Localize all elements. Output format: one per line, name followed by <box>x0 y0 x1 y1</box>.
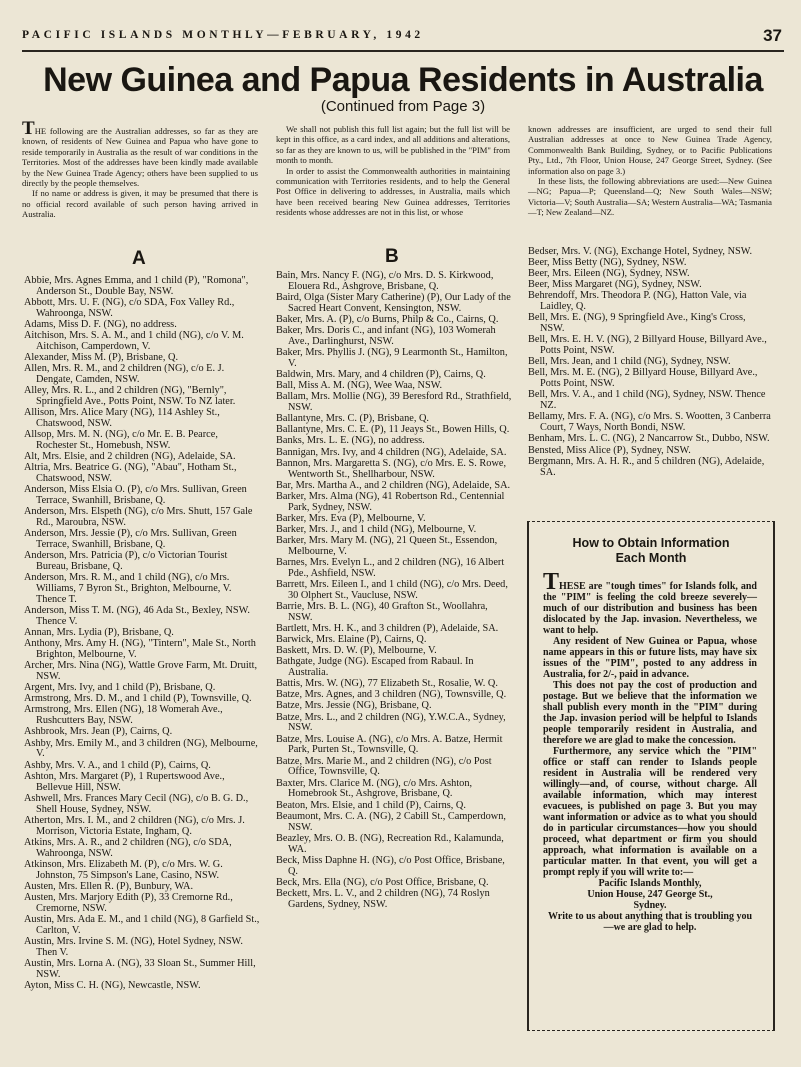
directory-entry: Anderson, Mrs. R. M., and 1 child (NG), c/o Mrs. Williams, 7 Byron St., Brighton, Melbourne, V. Thence T. <box>24 572 232 606</box>
intro-column-1 <box>22 118 258 220</box>
directory-entry: Beck, Mrs. Ella (NG), c/o Post Office, Brisbane, Q. <box>276 876 489 888</box>
directory-entry: Beaton, Mrs. Elsie, and 1 child (P), Cairns, Q. <box>276 799 466 811</box>
directory-entry: Austin, Mrs. Lorna A. (NG), 33 Sloan St., Summer Hill, NSW. <box>24 957 256 980</box>
directory-entry: Altria, Mrs. Beatrice G. (NG), "Abau", Hotham St., Chatswood, NSW. <box>24 462 237 485</box>
directory-entry: Bell, Mrs. E. (NG), 9 Springfield Ave., King's Cross, NSW. <box>528 312 746 335</box>
intro-paragraph: In these lists, the following abbreviations are used:—New Guinea—NG; Papua—P; Queensland—Q; New South Wales—NSW; Victoria—V; South Australia—SA; Western Australia—WA; Tasmania—T; New Zealand—NZ. <box>528 176 772 218</box>
section-letter-a: A <box>132 248 146 269</box>
directory-entry: Beck, Miss Daphne H. (NG), c/o Post Office, Brisbane, Q. <box>276 854 505 877</box>
entries-column-a <box>24 276 260 992</box>
info-paragraph: Any resident of New Guinea or Papua, whose name appears in this or future lists, may have six issues of the "PIM", posted to any address in Australia, for 2/-, paid in advance. <box>543 636 757 680</box>
directory-entry: Barker, Mrs. Eva (P), Melbourne, V. <box>276 512 426 524</box>
directory-entry: Ashbrook, Mrs. Jean (P), Cairns, Q. <box>24 726 173 738</box>
intro-paragraph: THE following are the Australian addresses, so far as they are known, of residents of New Guinea and Papua who have gone to reside temporarily in Australia as the result of war conditions in the Territories. Most of the addresses have been kindly made available by the New Guinea Trade Agency; others have been supplied to us directly by the people themselves. <box>22 118 258 189</box>
directory-entry: Atkins, Mrs. A. R., and 2 children (NG), c/o SDA, Wahroonga, NSW. <box>24 836 232 859</box>
directory-entry: Anderson, Miss Elsia O. (P), c/o Mrs. Sullivan, Green Terrace, Swanhill, Brisbane, Q. <box>24 484 247 507</box>
directory-entry: Alt, Mrs. Elsie, and 2 children (NG), Adelaide, SA. <box>24 451 236 463</box>
directory-entry: Ballam, Mrs. Mollie (NG), 39 Beresford Rd., Strathfield, NSW. <box>276 391 512 414</box>
directory-entry: Benham, Mrs. L. C. (NG), 2 Nancarrow St., Dubbo, NSW. <box>528 433 770 445</box>
directory-entry: Ball, Miss A. M. (NG), Wee Waa, NSW. <box>276 380 443 392</box>
directory-entry: Bell, Mrs. V. A., and 1 child (NG), Sydney, NSW. Thence NZ. <box>528 389 766 412</box>
directory-entry: Alley, Mrs. R. L., and 2 children (NG), "Bernly", Springfield Ave., Potts Point, NSW. To NZ later. <box>24 385 236 408</box>
directory-entry: Austin, Mrs. Ada E. M., and 1 child (NG), 8 Garfield St., Carlton, V. <box>24 913 260 936</box>
directory-entry: Alexander, Miss M. (P), Brisbane, Q. <box>24 352 179 364</box>
info-address-line: Sydney. <box>633 900 667 911</box>
directory-entry: Archer, Mrs. Nina (NG), Wattle Grove Farm, Mt. Druitt, NSW. <box>24 660 258 683</box>
intro-paragraph: If no name or address is given, it may be presumed that there is no official record available of such person having arrived in Australia. <box>22 188 258 220</box>
info-closing: Write to us about anything that is troubling you—we are glad to help. <box>547 911 753 933</box>
directory-entry: Bedser, Mrs. V. (NG), Exchange Hotel, Sydney, NSW. <box>528 246 753 257</box>
directory-entry: Ayton, Miss C. H. (NG), Newcastle, NSW. <box>24 979 201 991</box>
directory-entry: Barrett, Mrs. Eileen I., and 1 child (NG), c/o Mrs. Deed, 30 Olphert St., Vaucluse, NSW. <box>276 578 508 601</box>
directory-entry: Argent, Mrs. Ivy, and 1 child (P), Brisbane, Q. <box>24 682 216 694</box>
page-title: New Guinea and Papua Residents in Australia <box>43 61 763 99</box>
directory-entry: Barrie, Mrs. B. L. (NG), 40 Grafton St., Woollahra, NSW. <box>276 600 488 623</box>
intro-paragraph: known addresses are insufficient, are urged to send their full Australian addresses at once to New Guinea Trade Agency, Commonwealth Bank Building, Sydney, or to Pacific Publications Pty., Ltd., 7th Floor, Union House, 247 George Street, Sydney. (See information also on page 3.) <box>528 124 772 176</box>
directory-entry: Baker, Mrs. Doris C., and infant (NG), 103 Womerah Ave., Darlinghurst, NSW. <box>276 325 496 347</box>
directory-entry: Armstrong, Mrs. Ellen (NG), 18 Womerah Ave., Rushcutters Bay, NSW. <box>24 704 223 727</box>
directory-entry: Bannon, Mrs. Margaretta S. (NG), c/o Mrs. E. S. Rowe, Wentworth St., Shellharbour, NSW. <box>276 457 507 480</box>
directory-entry: Adams, Miss D. F. (NG), no address. <box>24 319 177 330</box>
directory-entry: Barwick, Mrs. Elaine (P), Cairns, Q. <box>276 634 427 646</box>
directory-entry: Ashton, Mrs. Margaret (P), 1 Rupertswood Ave., Bellevue Hill, NSW. <box>24 770 225 793</box>
directory-entry: Behrendoff, Mrs. Theodora P. (NG), Hatton Vale, via Laidley, Q. <box>528 290 747 313</box>
directory-entry: Atherton, Mrs. I. M., and 2 children (NG), c/o Mrs. J. Morrison, Victoria Estate, Ingham, Q. <box>24 814 245 837</box>
directory-entry: Barker, Mrs. J., and 1 child (NG), Melbourne, V. <box>276 523 477 535</box>
directory-entry: Beer, Mrs. Eileen (NG), Sydney, NSW. <box>528 268 690 280</box>
directory-entry: Bell, Mrs. E. H. V. (NG), 2 Billyard House, Billyard Ave., Potts Point, NSW. <box>528 334 767 357</box>
directory-entry: Ashwell, Mrs. Frances Mary Cecil (NG), c/o B. G. D., Shell House, Sydney, NSW. <box>24 792 249 815</box>
directory-entry: Baldwin, Mrs. Mary, and 4 children (P), Cairns, Q. <box>276 369 486 381</box>
directory-entry: Beckett, Mrs. L. V., and 2 children (NG), 74 Roslyn Gardens, Sydney, NSW. <box>276 887 490 910</box>
directory-entry: Bell, Mrs. Jean, and 1 child (NG), Sydney, NSW. <box>528 356 731 368</box>
info-box-title: How to Obtain Information Each Month <box>572 536 730 565</box>
directory-entry: Ashby, Mrs. Emily M., and 3 children (NG), Melbourne, V. <box>24 737 258 760</box>
info-address-line: Pacific Islands Monthly, <box>598 878 702 889</box>
directory-entry: Barker, Mrs. Alma (NG), 41 Robertson Rd., Centennial Park, Sydney, NSW. <box>276 490 505 513</box>
page-number: 37 <box>763 26 782 45</box>
directory-entry: Abbott, Mrs. U. F. (NG), c/o SDA, Fox Valley Rd., Wahroonga, NSW. <box>24 297 235 319</box>
directory-entry: Bensted, Miss Alice (P), Sydney, NSW. <box>528 444 691 456</box>
directory-entry: Anderson, Mrs. Elspeth (NG), c/o Mrs. Shutt, 157 Gale Rd., Maroubra, NSW. <box>24 506 253 529</box>
directory-entry: Austen, Mrs. Ellen R. (P), Bunbury, WA. <box>24 880 194 892</box>
directory-entry: Batze, Mrs. Agnes, and 3 children (NG), Townsville, Q. <box>276 689 507 701</box>
directory-entry: Beer, Miss Margaret (NG), Sydney, NSW. <box>528 279 702 291</box>
directory-entry: Austin, Mrs. Irvine S. M. (NG), Hotel Sydney, NSW. Then V. <box>24 935 243 958</box>
page-subtitle: (Continued from Page 3) <box>320 98 486 115</box>
running-header <box>22 26 782 48</box>
directory-entry: Bathgate, Judge (NG). Escaped from Rabaul. In Australia. <box>276 656 474 679</box>
directory-entry: Baker, Mrs. Phyllis J. (NG), 9 Learmonth St., Hamilton, V. <box>276 347 508 369</box>
info-paragraph: This does not pay the cost of production and postage. But we believe that the information we shall publish every month in the "PIM" during the Jap. invasion period will be helpful to Islands people temporarily resident in Australia, and therefore we are glad to make the concession. <box>543 680 757 746</box>
info-address-line: Union House, 247 George St., <box>587 889 713 900</box>
directory-entry: Bergmann, Mrs. A. H. R., and 5 children (NG), Adelaide, SA. <box>528 455 765 478</box>
directory-entry: Annan, Mrs. Lydia (P), Brisbane, Q. <box>24 627 174 639</box>
running-title: PACIFIC ISLANDS MONTHLY—FEBRUARY, 1942 <box>22 29 424 41</box>
directory-entry: Armstrong, Mrs. D. M., and 1 child (P), Townsville, Q. <box>24 693 252 705</box>
directory-entry: Bartlett, Mrs. H. K., and 3 children (P), Adelaide, SA. <box>276 622 499 634</box>
directory-entry: Atkinson, Mrs. Elizabeth M. (P), c/o Mrs. W. G. Johnston, 75 Simpson's Lane, Casino, NSW. <box>24 858 223 881</box>
entries-column-b-continued <box>528 247 772 479</box>
directory-entry: Bar, Mrs. Martha A., and 2 children (NG), Adelaide, SA. <box>276 479 511 491</box>
info-paragraph: Furthermore, any service which the "PIM" office or staff can render to Islands people resident in Australia will be rendered very willingly—and, of course, without charge. All available information, which may interest evacuees, is published on page 3. But you may want information or advice as to what you should do in particular circumstances—how you should proceed, what department or firm you should approach, what information is available on a particular matter. In that event, you will get a prompt reply if you will write to:— <box>543 746 757 878</box>
directory-entry: Ashby, Mrs. V. A., and 1 child (P), Cairns, Q. <box>24 759 211 771</box>
directory-entry: Beaumont, Mrs. C. A. (NG), 2 Cabill St., Camperdown, NSW. <box>276 810 506 833</box>
directory-entry: Banks, Mrs. L. E. (NG), no address. <box>276 435 425 447</box>
directory-entry: Bellamy, Mrs. F. A. (NG), c/o Mrs. S. Wootten, 3 Canberra Court, 7 Ways, North Bondi, NSW. <box>528 411 771 434</box>
directory-entry: Baird, Olga (Sister Mary Catherine) (P), Our Lady of the Sacred Heart Convent, Kensington, NSW. <box>276 292 511 314</box>
directory-entry: Bannigan, Mrs. Ivy, and 4 children (NG), Adelaide, SA. <box>276 446 507 458</box>
directory-entry: Austen, Mrs. Marjory Edith (P), 33 Cremorne Rd., Cremorne, NSW. <box>24 891 233 914</box>
directory-entry: Allison, Mrs. Alice Mary (NG), 114 Ashley St., Chatswood, NSW. <box>24 407 220 430</box>
directory-entry: Ballantyne, Mrs. C. (P), Brisbane, Q. <box>276 413 430 425</box>
info-box-body <box>543 569 757 933</box>
directory-entry: Battis, Mrs. W. (NG), 77 Elizabeth St., Rosalie, W. Q. <box>276 678 498 690</box>
directory-entry: Anderson, Mrs. Patricia (P), c/o Victorian Tourist Bureau, Brisbane, Q. <box>24 550 228 573</box>
directory-entry: Aitchison, Mrs. S. A. M., and 1 child (NG), c/o V. M. Aitchison, Camperdown, V. <box>24 330 244 352</box>
directory-entry: Abbie, Mrs. Agnes Emma, and 1 child (P), "Romona", Anderson St., Double Bay, NSW. <box>24 275 249 297</box>
intro-paragraph: We shall not publish this full list again; but the full list will be kept in this office, as a card index, and all additions and alterations, so far as they are known to us, will be published in the "PIM" from month to month. <box>276 124 510 166</box>
directory-entry: Baxter, Mrs. Clarice M. (NG), c/o Mrs. Ashton, Homebrook St., Ashgrove, Brisbane, Q. <box>276 777 473 800</box>
intro-paragraph: In order to assist the Commonwealth authorities in maintaining communication with Territories residents, and to help the General Post Office in delivering to addresses, in Australia, mails which have been received bearing New Guinea addresses, Territories residents whose addresses are not in this list, or whose <box>276 165 510 218</box>
intro-column-3 <box>528 124 772 218</box>
directory-entry: Ballantyne, Mrs. C. E. (P), 11 Jeays St., Bowen Hills, Q. <box>276 424 510 436</box>
directory-entry: Barnes, Mrs. Evelyn L., and 2 children (NG), 16 Albert Pde., Ashfield, NSW. <box>276 556 505 579</box>
directory-entry: Anderson, Miss T. M. (NG), 46 Ada St., Bexley, NSW. Thence V. <box>24 605 250 628</box>
directory-entry: Anderson, Mrs. Jessie (P), c/o Mrs. Sullivan, Green Terrace, Swanhill, Brisbane, Q. <box>24 528 237 551</box>
directory-entry: Anthony, Mrs. Amy H. (NG), "Tintern", Male St., North Brighton, Melbourne, V. <box>24 638 256 661</box>
directory-entry: Allen, Mrs. R. M., and 2 children (NG), c/o E. J. Dengate, Camden, NSW. <box>24 363 225 386</box>
header-rule <box>22 50 784 52</box>
directory-entry: Batze, Mrs. Louise A. (NG), c/o Mrs. A. Batze, Hermit Park, Purten St., Townsville, Q. <box>276 733 503 756</box>
directory-entry: Beazley, Mrs. O. B. (NG), Recreation Rd., Kalamunda, WA. <box>276 832 504 855</box>
directory-entry: Allsop, Mrs. M. N. (NG), c/o Mr. E. B. Pearce, Rochester St., Homebush, NSW. <box>24 429 218 452</box>
directory-entry: Batze, Mrs. L., and 2 children (NG), Y.W.C.A., Sydney, NSW. <box>276 711 506 734</box>
info-box <box>527 521 775 1031</box>
directory-entry: Beer, Miss Betty (NG), Sydney, NSW. <box>528 257 687 269</box>
directory-entry: Baskett, Mrs. D. W. (P), Melbourne, V. <box>276 645 437 657</box>
section-letter-b: B <box>385 246 399 267</box>
directory-entry: Batze, Mrs. Marie M., and 2 children (NG), c/o Post Office, Townsville, Q. <box>276 755 492 778</box>
info-paragraph: THESE are "tough times" for Islands folk, and the "PIM" is feeling the cold breeze severely—much of our distribution and business has been dislocated by the Jap. invasion. Nevertheless, we want to help. <box>543 569 757 636</box>
directory-entry: Bell, Mrs. M. E. (NG), 2 Billyard House, Billyard Ave., Potts Point, NSW. <box>528 367 758 390</box>
entries-column-b <box>276 271 512 911</box>
directory-entry: Baker, Mrs. A. (P), c/o Burns, Philp & Co., Cairns, Q. <box>276 314 499 325</box>
directory-entry: Batze, Mrs. Jessie (NG), Brisbane, Q. <box>276 700 432 712</box>
directory-entry: Bain, Mrs. Nancy F. (NG), c/o Mrs. D. S. Kirkwood, Elouera Rd., Ashgrove, Brisbane, Q. <box>276 270 494 292</box>
directory-entry: Barker, Mrs. Mary M. (NG), 21 Queen St., Essendon, Melbourne, V. <box>276 534 498 557</box>
intro-column-2 <box>276 124 510 218</box>
